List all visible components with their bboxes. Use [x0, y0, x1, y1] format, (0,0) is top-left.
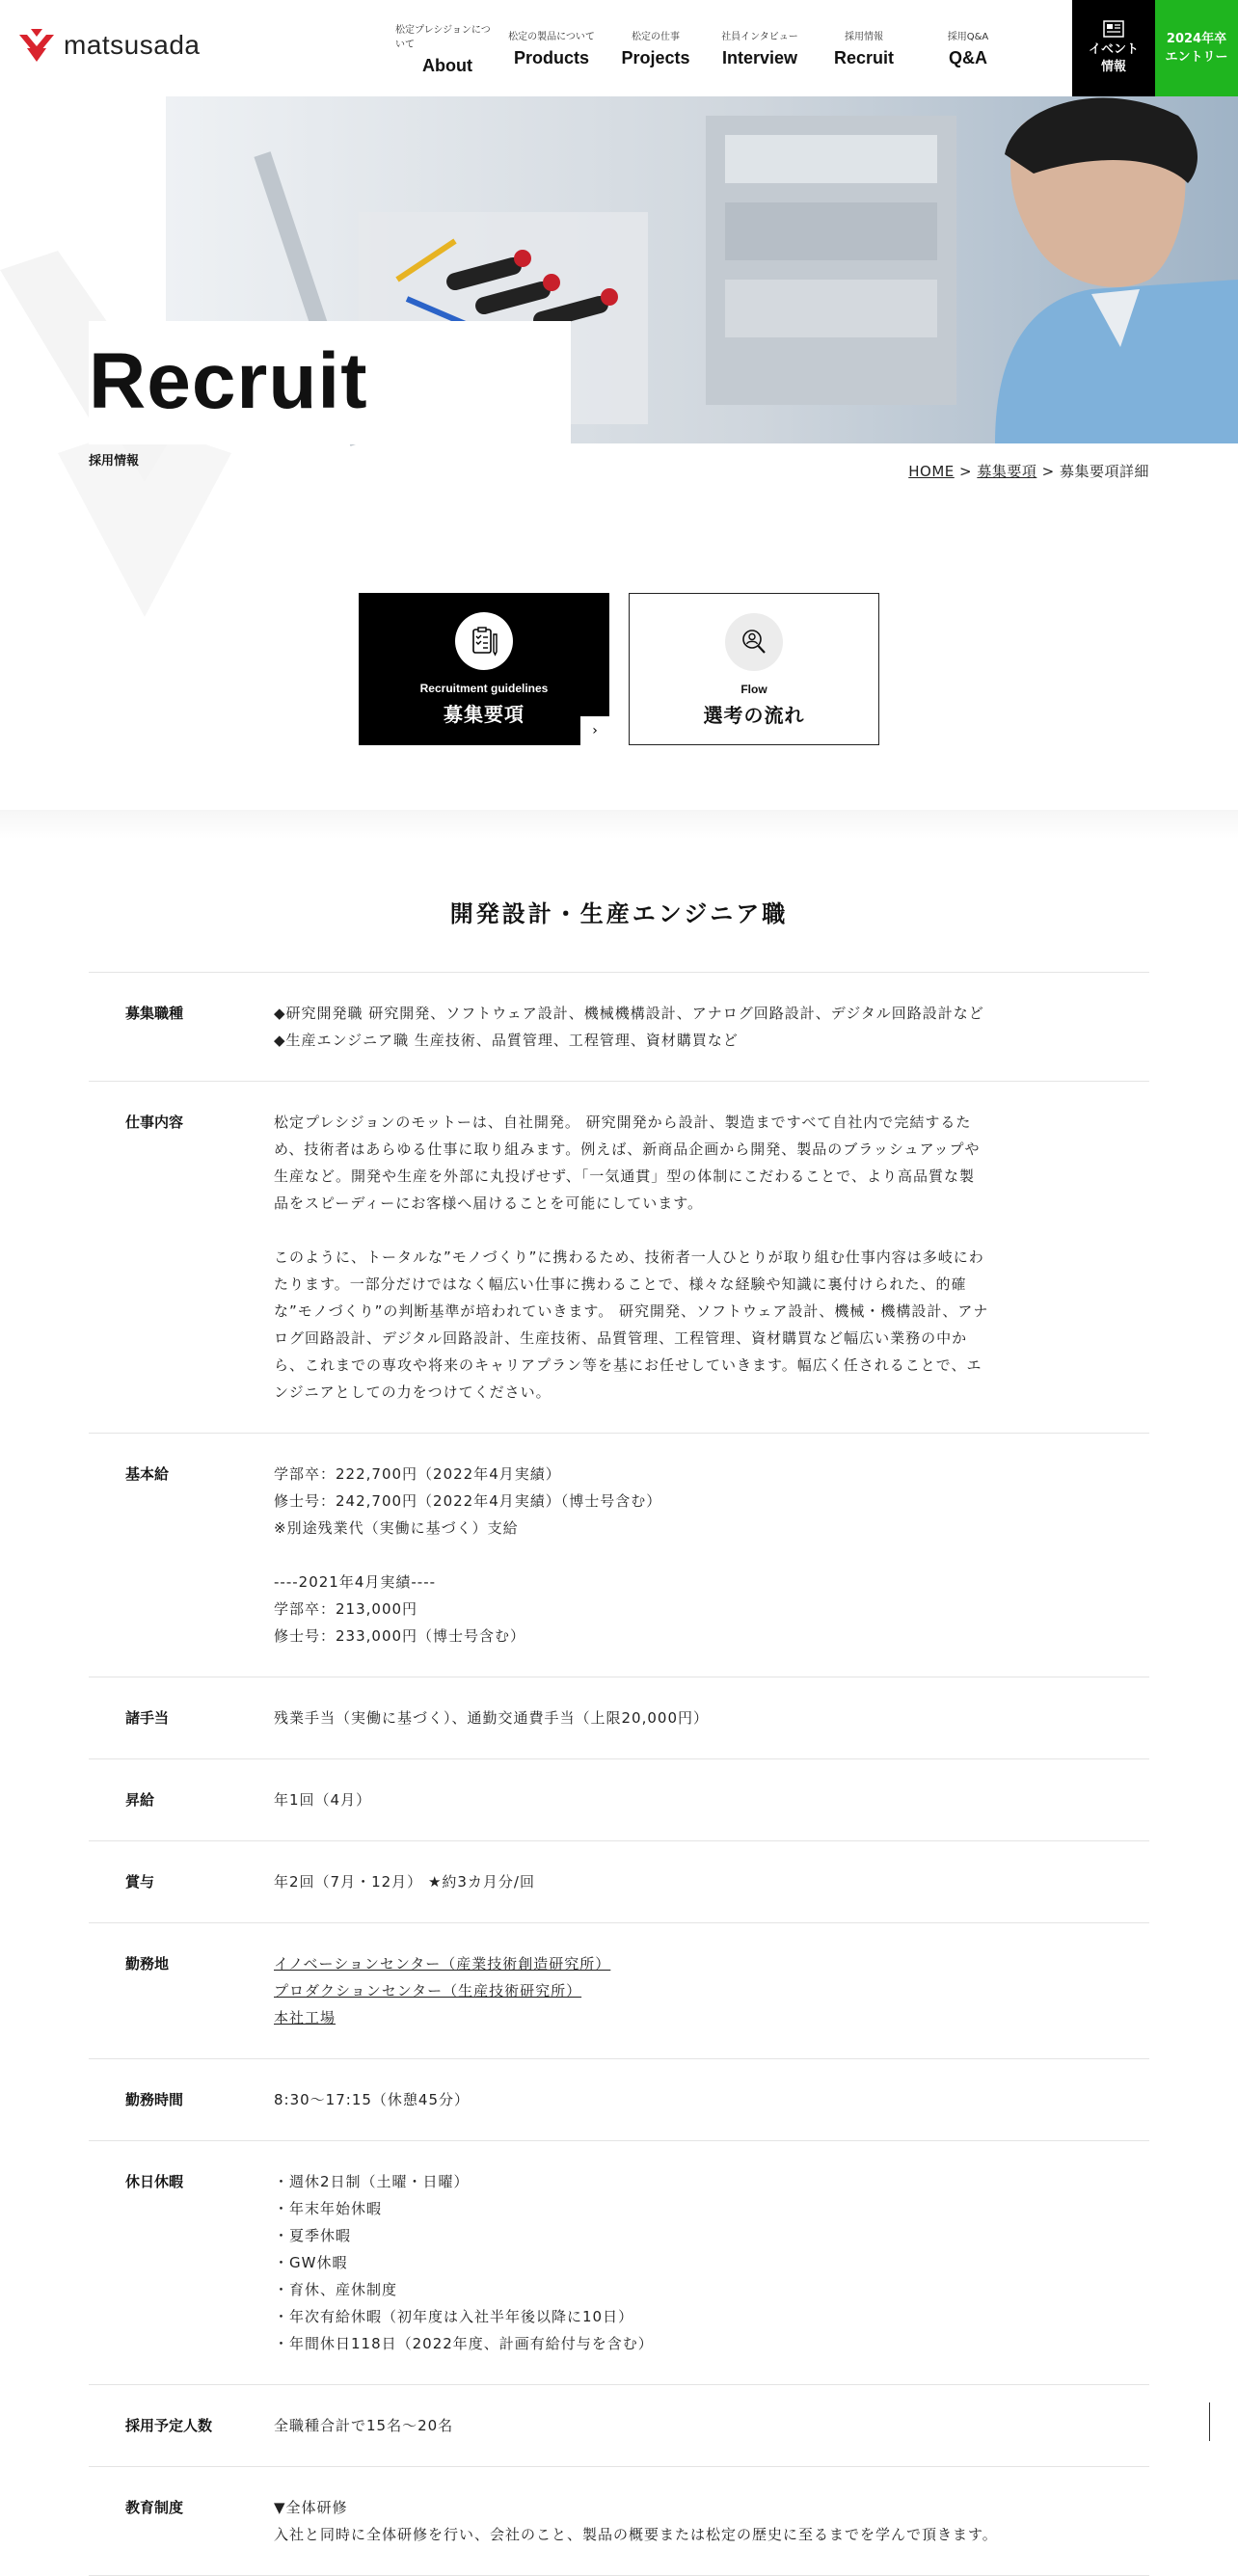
row-text: な”モノづくり”の判断基準が培われていきます。 研究開発、ソフトウェア設計、機械・機構設計、アナ — [274, 1302, 989, 1320]
row-heading: 教育制度 — [125, 2499, 184, 2516]
row-heading: 勤務時間 — [125, 2091, 184, 2108]
card-jp-label: 選考の流れ — [703, 704, 805, 727]
row-text: ンジニアとしての力をつけてください。 — [274, 1383, 552, 1401]
nav-item-jp-label: 採用Q&A — [947, 32, 989, 42]
nav-item-projects[interactable] — [604, 0, 708, 96]
table-row — [89, 2059, 1149, 2141]
table-row — [89, 1082, 1149, 1434]
nav-item-interview[interactable] — [708, 0, 812, 96]
list-item: ・育休、産休制度 — [274, 2281, 398, 2298]
logo-text: matsusada — [64, 30, 201, 60]
row-heading: 募集職種 — [125, 1005, 184, 1022]
row-text: ら、これまでの専攻や将来のキャリアプラン等を基にお任せしていきます。幅広く任されることで、エ — [274, 1356, 982, 1374]
row-text: ※別途残業代（実働に基づく）支給 — [274, 1519, 519, 1537]
selection-flow-card[interactable] — [629, 593, 879, 745]
table-row — [89, 2467, 1149, 2576]
matsusada-logo-icon — [17, 27, 56, 64]
breadcrumb-separator: > — [954, 463, 978, 480]
row-heading: 採用予定人数 — [125, 2417, 213, 2434]
table-row — [89, 973, 1149, 1082]
nav-item-jp-label: 松定の製品について — [508, 32, 595, 42]
row-text: 残業手当（実働に基づく）、通勤交通費手当（上限20,000円） — [274, 1709, 709, 1727]
site-header — [0, 0, 1238, 96]
row-heading: 昇給 — [125, 1791, 155, 1809]
row-text: ▼全体研修 — [274, 2499, 348, 2516]
row-text: 学部卒：222,700円（2022年4月実績） — [274, 1465, 561, 1483]
row-text: ◆研究開発職 研究開発、ソフトウェア設計、機械機構設計、アナログ回路設計、デジタル回路設計など — [274, 1005, 984, 1022]
row-text: ◆生産エンジニア職 生産技術、品質管理、工程管理、資材購買など — [274, 1032, 739, 1049]
table-row — [89, 2385, 1149, 2467]
nav-item-jp-label: 採用情報 — [845, 32, 883, 42]
list-item: ・年末年始休暇 — [274, 2200, 383, 2217]
row-content — [274, 1868, 1103, 1895]
row-text: め、技術者はあらゆる仕事に取り組みます。例えば、新商品企画から開発、製品のブラッシュアップや — [274, 1140, 981, 1158]
table-row — [89, 2141, 1149, 2385]
section-title: 開発設計・生産エンジニア職 — [449, 900, 789, 927]
nav-item-en-label: Recruit — [833, 48, 894, 67]
breadcrumb-guidelines-link[interactable]: 募集要項 — [977, 463, 1037, 480]
row-text: 品をスピーディーにお客様へ届けることを可能にしています。 — [274, 1194, 704, 1212]
row-content — [274, 1000, 1103, 1054]
entry-button[interactable] — [1155, 0, 1238, 96]
page-title: Recruit — [89, 337, 368, 425]
breadcrumb-current: 募集要項詳細 — [1059, 463, 1149, 480]
card-en-label: Recruitment guidelines — [419, 682, 549, 695]
nav-item-jp-label: 松定の仕事 — [632, 32, 680, 42]
row-heading: 仕事内容 — [125, 1114, 184, 1131]
section-divider-shade — [0, 810, 1238, 839]
breadcrumb-home-link[interactable]: HOME — [908, 463, 955, 480]
table-row — [89, 1923, 1149, 2059]
recruitment-guidelines-card[interactable] — [359, 593, 609, 745]
nav-item-qa[interactable] — [916, 0, 1020, 96]
list-item: ・年間休日118日（2022年度、計画有給付与を含む） — [274, 2335, 654, 2352]
breadcrumb — [908, 461, 1149, 481]
entry-label-line2: エントリー — [1165, 50, 1228, 65]
row-heading: 基本給 — [125, 1465, 170, 1483]
clipboard-icon — [455, 612, 513, 670]
row-text: 8:30～17:15（休憩45分） — [274, 2091, 470, 2108]
page-top-handle[interactable] — [1209, 2402, 1223, 2441]
row-text: 年2回（7月・12月） ★約3カ月分/回 — [274, 1873, 535, 1891]
nav-item-recruit[interactable] — [812, 0, 916, 96]
event-label-line2: 情報 — [1100, 60, 1126, 74]
row-text: たります。一部分だけではなく幅広い仕事に携わることで、様々な経験や知識に裏付けられた、的確 — [274, 1275, 967, 1293]
headquarters-factory-link[interactable]: 本社工場 — [274, 2009, 336, 2026]
event-info-button[interactable] — [1072, 0, 1155, 96]
newspaper-icon — [1103, 20, 1124, 38]
list-item: ・週休2日制（土曜・日曜） — [274, 2173, 470, 2190]
card-en-label: Flow — [740, 683, 767, 696]
row-text: ----2021年4月実績---- — [274, 1573, 437, 1591]
table-row — [89, 1434, 1149, 1677]
row-content — [274, 2494, 1103, 2548]
nav-item-products[interactable] — [499, 0, 604, 96]
list-item: ・年次有給休暇（初年度は入社半年後以降に10日） — [274, 2308, 634, 2325]
row-content — [274, 1704, 1103, 1731]
list-item: ・GW休暇 — [274, 2254, 348, 2271]
table-row — [89, 1677, 1149, 1759]
nav-item-about[interactable] — [395, 0, 499, 96]
global-nav — [395, 0, 1020, 96]
nav-item-en-label: About — [422, 55, 472, 75]
chevron-right-icon: › — [580, 716, 609, 745]
logo[interactable] — [17, 27, 200, 64]
row-text: このように、トータルな”モノづくり”に携わるため、技術者一人ひとりが取り組む仕事内容は多岐にわ — [274, 1248, 984, 1266]
row-heading: 休日休暇 — [125, 2173, 184, 2190]
event-label-line1: イベント — [1088, 41, 1139, 57]
row-text: ログ回路設計、デジタル回路設計、生産技術、品質管理、工程管理、資材購買など幅広い業務の中か — [274, 1329, 968, 1347]
row-content — [274, 1950, 1103, 2031]
row-heading: 賞与 — [125, 1873, 155, 1891]
entry-label-line1: 2024年卒 — [1166, 31, 1227, 46]
production-center-link[interactable]: プロダクションセンター（生産技術研究所） — [274, 1982, 582, 1999]
row-text: 入社と同時に全体研修を行い、会社のこと、製品の概要または松定の歴史に至るまでを学んで頂きます。 — [274, 2526, 998, 2543]
row-text: 年1回（4月） — [274, 1791, 372, 1809]
row-text: 全職種合計で15名～20名 — [274, 2417, 454, 2434]
row-text: 修士号：242,700円（2022年4月実績）（博士号含む） — [274, 1492, 662, 1510]
list-item: ・夏季休暇 — [274, 2227, 352, 2244]
row-content — [274, 1461, 1103, 1650]
row-text: 学部卒：213,000円 — [274, 1600, 418, 1618]
table-row — [89, 1759, 1149, 1841]
innovation-center-link[interactable]: イノベーションセンター（産業技術創造研究所） — [274, 1955, 611, 1972]
row-content — [274, 2412, 1103, 2439]
nav-item-en-label: Q&A — [949, 48, 987, 67]
row-heading: 諸手当 — [125, 1709, 170, 1727]
table-row — [89, 1841, 1149, 1923]
row-text: 松定プレシジョンのモットーは、自社開発。 研究開発から設計、製造まですべて自社内で完結するた — [274, 1114, 972, 1131]
row-text: 生産など。開発や生産を外部に丸投げせず、「一気通貫」型の体制にこだわることで、より高品質な製 — [274, 1167, 976, 1185]
nav-item-jp-label: 松定プレシジョンについて — [395, 24, 491, 50]
row-content — [274, 2168, 1103, 2357]
row-content — [274, 2086, 1103, 2113]
nav-item-jp-label: 社員インタビュー — [721, 32, 798, 42]
row-content — [274, 1786, 1103, 1813]
row-text: 修士号：233,000円（博士号含む） — [274, 1627, 526, 1645]
row-content — [274, 1109, 1103, 1406]
breadcrumb-separator: > — [1036, 463, 1060, 480]
card-jp-label: 募集要項 — [444, 703, 525, 726]
nav-item-en-label: Interview — [721, 48, 798, 67]
nav-item-en-label: Products — [513, 48, 589, 67]
nav-item-en-label: Projects — [621, 48, 690, 67]
page-subtitle: 採用情報 — [89, 454, 140, 469]
row-heading: 勤務地 — [125, 1955, 170, 1972]
magnifier-person-icon — [725, 613, 783, 671]
recruitment-details-table — [89, 972, 1149, 2576]
